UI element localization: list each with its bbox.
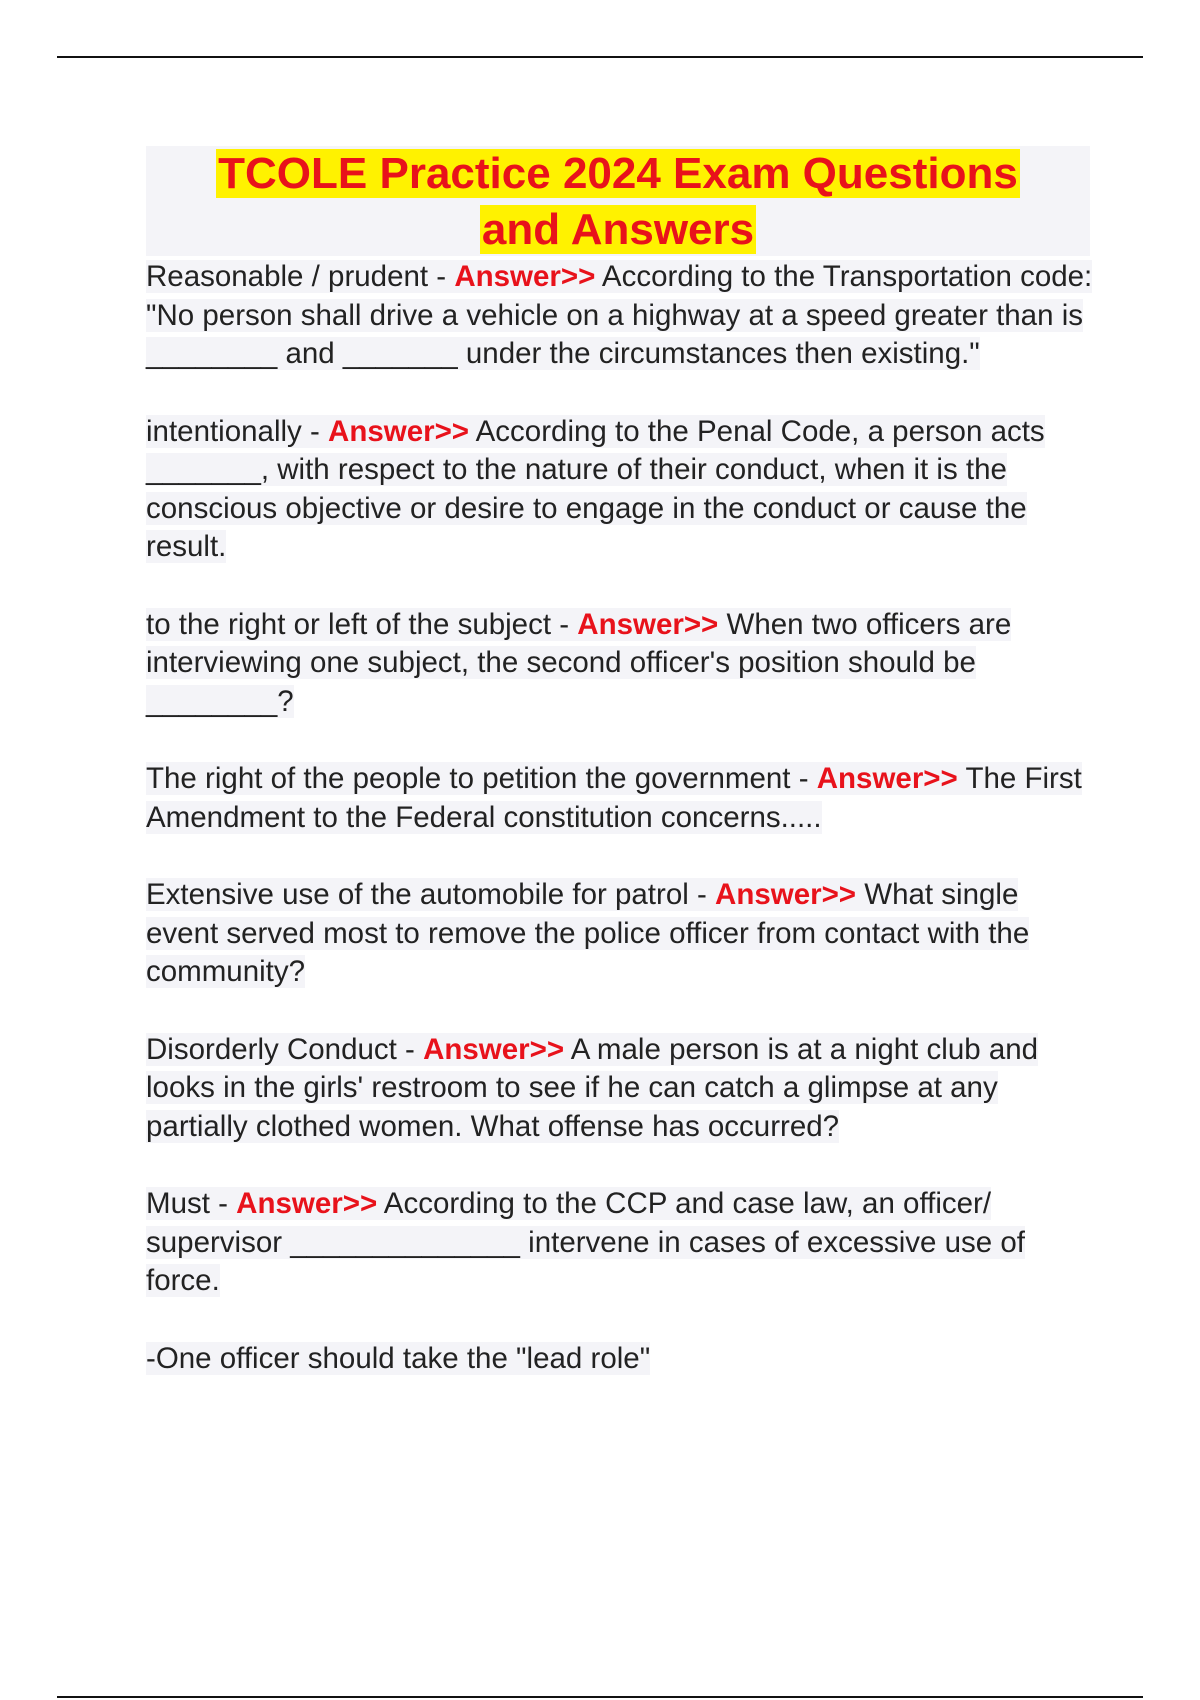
qa-term: to the right or left of the subject [146, 607, 552, 641]
qa-question: The First Amendment to the Federal constitution concerns..... [146, 762, 1082, 834]
qa-item: The right of the people to petition the government - Answer>> The First Amendment to the Federal constitution concerns..... [146, 762, 1082, 834]
answer-marker: Answer>> [328, 414, 470, 448]
qa-item: intentionally - Answer>> According to the Penal Code, a person acts _______, with respect to the nature of their conduct, when it is the conscious objective or desire to engage in the conduct or cause the result. [146, 414, 1045, 563]
qa-item: Extensive use of the automobile for patrol - Answer>> What single event served most to remove the police officer from contact with the community? [146, 878, 1030, 988]
qa-term: Must [146, 1187, 210, 1220]
header-rule [57, 56, 1143, 58]
title-line-1: TCOLE Practice 2024 Exam Questions [218, 149, 1018, 198]
qa-question: According to the CCP and case law, an officer/ supervisor ______________ intervene in cases of excessive use of force. [146, 1187, 1026, 1297]
answer-marker: Answer>> [715, 878, 857, 911]
qa-item: Disorderly Conduct - Answer>> A male person is at a night club and looks in the girls' restroom to see if he can catch a glimpse at any partially clothed women. What offense has occurred? [146, 1032, 1039, 1143]
qa-term: Extensive use of the automobile for patrol [146, 878, 689, 911]
trailing-note: -One officer should take the "lead role" [146, 1341, 651, 1375]
title-block [146, 146, 1090, 256]
answer-marker: Answer>> [423, 1032, 565, 1066]
qa-term: Disorderly Conduct [146, 1032, 397, 1066]
footer-rule [57, 1696, 1143, 1698]
qa-item: to the right or left of the subject - Answer>> When two officers are interviewing one subject, the second officer's position should be ________? [146, 607, 1012, 718]
qa-item: Reasonable / prudent - Answer>> According to the Transportation code: "No person shall drive a vehicle on a highway at a speed greater than is ________ and _______ under the circumstances then existing." [146, 260, 1093, 370]
qa-term: The right of the people to petition the government [146, 762, 791, 795]
qa-term: intentionally [146, 414, 302, 448]
title-line-2: and Answers [481, 205, 755, 254]
qa-question: A male person is at a night club and looks in the girls' restroom to see if he can catch a glimpse at any partially clothed women. What offense has occurred? [146, 1032, 1039, 1143]
answer-marker: Answer>> [454, 260, 596, 293]
qa-question: According to the Transportation code: "No person shall drive a vehicle on a highway at a speed greater than is ________ and _______ under the circumstances then existing." [146, 260, 1093, 370]
qa-list [146, 258, 1094, 1417]
qa-question: What single event served most to remove the police officer from contact with the community? [146, 878, 1030, 988]
answer-marker: Answer>> [236, 1187, 378, 1220]
qa-term: Reasonable / prudent [146, 260, 429, 293]
answer-marker: Answer>> [577, 607, 719, 641]
answer-marker: Answer>> [816, 762, 958, 795]
qa-question: When two officers are interviewing one subject, the second officer's position should be ________? [146, 607, 1012, 718]
qa-item: Must - Answer>> According to the CCP and case law, an officer/ supervisor ______________ intervene in cases of excessive use of force. [146, 1187, 1026, 1297]
page-title [146, 146, 1090, 258]
qa-question: According to the Penal Code, a person acts _______, with respect to the nature of their conduct, when it is the conscious objective or desire to engage in the conduct or cause the result. [146, 414, 1045, 563]
trailing-note-block [146, 1340, 1094, 1379]
